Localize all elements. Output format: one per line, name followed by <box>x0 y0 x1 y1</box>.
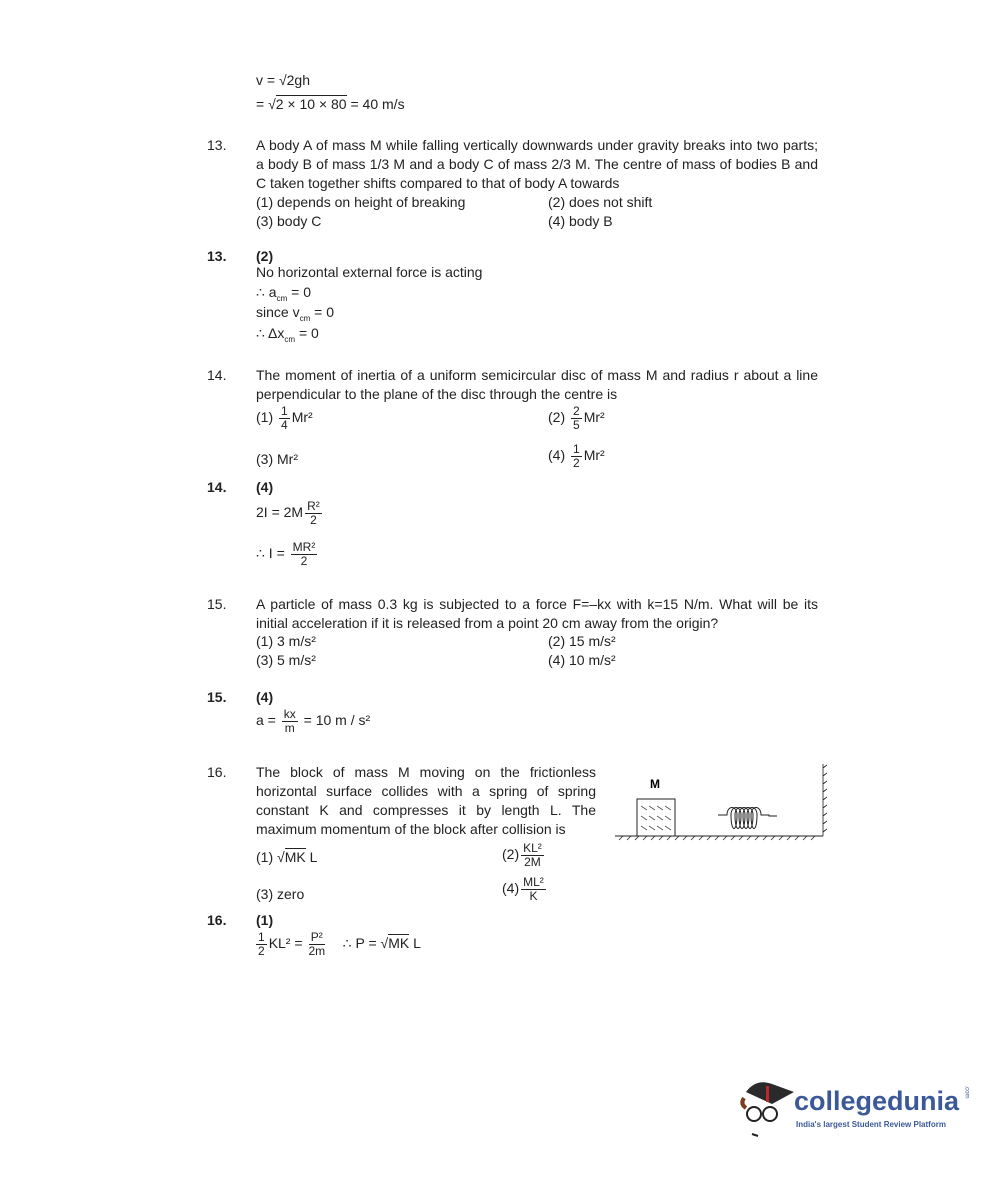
question-text: The block of mass M moving on the frictionless horizontal surface collides with a spring of spring constant K and compresses it by length L. The maximum momentum of the block after collision is <box>256 764 596 837</box>
prev-solution-line2: = √2 × 10 × 80 = 40 m/s <box>256 96 405 112</box>
mass-label: M <box>650 777 660 791</box>
answer-key: (4) <box>256 689 274 705</box>
option: (1) $\frac{1}{4}$ Mr² <box>256 404 313 432</box>
spring <box>718 808 777 829</box>
brand-suffix: .com <box>963 1085 970 1099</box>
option: (2) $\frac{\text{KL²}}{2M}$ <box>502 841 542 869</box>
question-number: 15. <box>207 596 227 612</box>
answer-key: (4) <box>256 479 274 495</box>
option: (3) body C <box>256 213 322 229</box>
brand-tagline: India's largest Student Review Platform <box>796 1120 946 1129</box>
mascot-icon <box>738 1072 798 1142</box>
question-text: The moment of inertia of a uniform semicircular disc of mass M and radius r about a line perpendicular to the plane of the disc through the centre is <box>256 367 818 402</box>
option: (3) zero <box>256 886 305 902</box>
brand-name: collegedunia <box>794 1086 960 1116</box>
prev-solution-line1: v = √2gh <box>256 72 310 88</box>
question-number: 13. <box>207 137 227 153</box>
question-text: A particle of mass 0.3 kg is subjected to a force F=–kx with k=15 N/m. What will be its initial acceleration if it is released from a point 20 cm away from the origin? <box>256 596 818 631</box>
option: (2) 15 m/s² <box>548 633 616 649</box>
answer-number: 14. <box>207 479 227 495</box>
answer-key: (2) <box>256 248 274 264</box>
option: (4) $\frac{1}{2}$ Mr² <box>548 442 605 470</box>
answer-number: 13. <box>207 248 227 264</box>
option: (1) 3 m/s² <box>256 633 316 649</box>
solution-equation: a = $\frac{kx}{m}$ = 10 m / s² <box>256 707 371 735</box>
solution-line: since $v_{cm} = 0$ <box>256 304 334 323</box>
block-spring-figure <box>605 760 830 845</box>
option: (3) Mr² <box>256 451 299 467</box>
solution-line: ∴ $a_{cm} = 0$ <box>256 284 312 303</box>
solution-line: ∴ $\Delta x_{cm} = 0$ <box>256 325 319 344</box>
option: (2) does not shift <box>548 194 653 210</box>
option: (2) $\frac{2}{5}$ Mr² <box>548 404 605 432</box>
collegedunia-logo <box>738 1072 968 1142</box>
option: (4) $\frac{\text{ML²}}{K}$ <box>502 875 544 903</box>
solution-line: No horizontal external force is acting <box>256 264 483 280</box>
question-text: A body A of mass M while falling vertically downwards under gravity breaks into two parts; a body B of mass 1/3 M and a body C of mass 2/3 M. The centre of mass of bodies B and C taken together shifts compared to that of body A towards <box>256 137 818 191</box>
solution-equation: ∴ I = $\frac{\text{MR²}}{2}$ <box>256 540 316 568</box>
answer-number: 15. <box>207 689 227 705</box>
option: (1) √MK L <box>256 849 318 865</box>
question-number: 16. <box>207 764 227 780</box>
answer-number: 16. <box>207 912 227 928</box>
option: (4) 10 m/s² <box>548 652 616 668</box>
answer-key: (1) <box>256 912 274 928</box>
option: (1) depends on height of breaking <box>256 194 466 210</box>
option: (4) body B <box>548 213 613 229</box>
question-number: 14. <box>207 367 227 383</box>
solution-equation: $\frac{1}{2}$ KL² = $\frac{\text{P²}}{2m}$ ∴ P = √MK L <box>258 930 421 958</box>
option: (3) 5 m/s² <box>256 652 316 668</box>
solution-equation: 2I = 2M $\frac{\text{R²}}{2}$ <box>256 499 320 527</box>
